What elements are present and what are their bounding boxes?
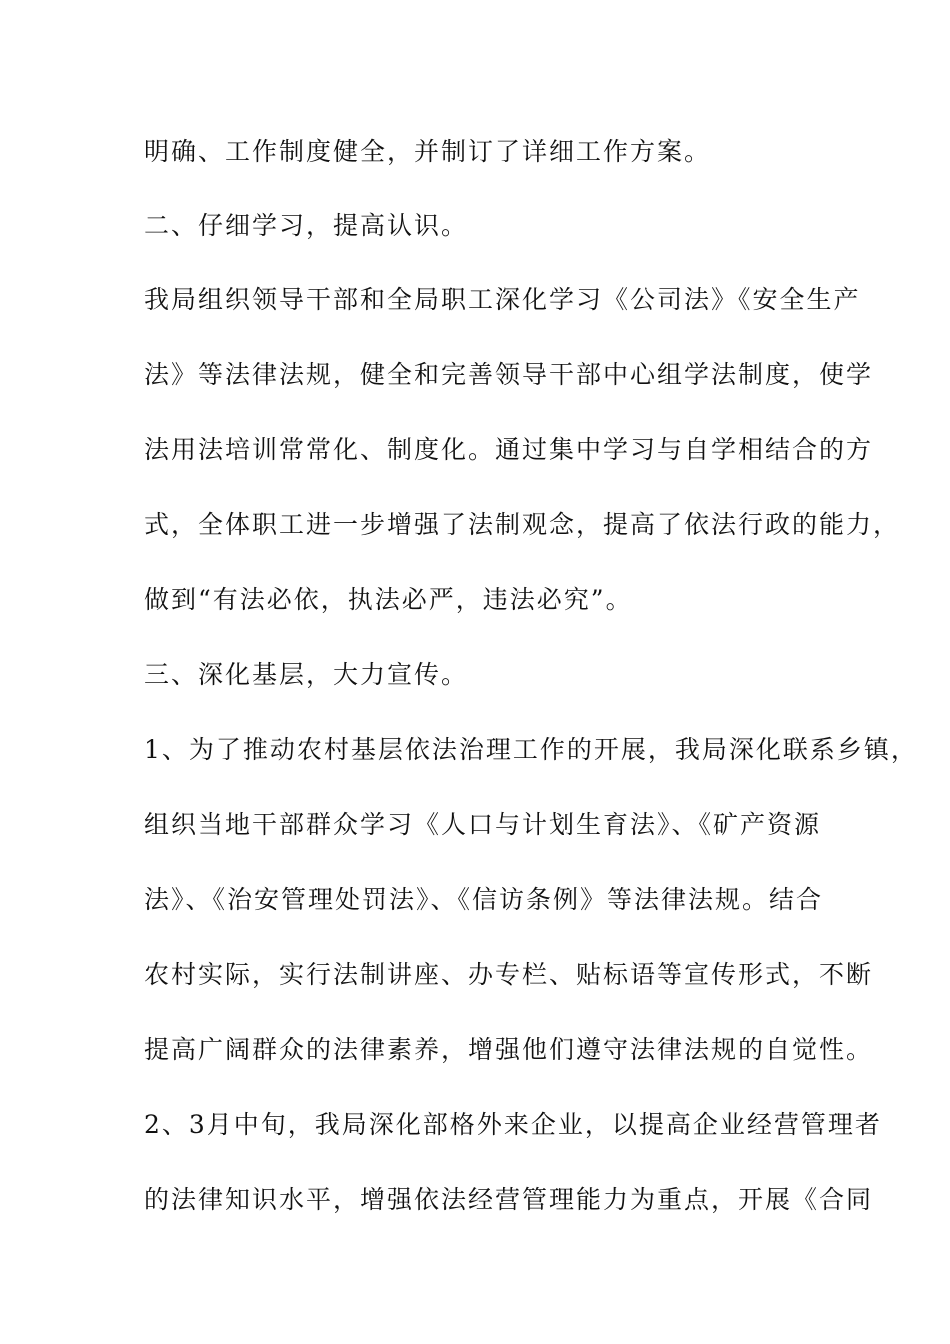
text-line: 式，全体职工进一步增强了法制观念，提高了依法行政的能力，: [144, 510, 901, 539]
text-line: 提高广阔群众的法律素养，增强他们遵守法律法规的自觉性。: [144, 1035, 874, 1064]
text-line: 法》等法律法规，健全和完善领导干部中心组学法制度，使学: [144, 360, 874, 389]
text-line: 2、3月中旬，我局深化部格外来企业，以提高企业经营管理者: [144, 1110, 882, 1139]
text-line: 法用法培训常常化、制度化。通过集中学习与自学相结合的方: [144, 435, 874, 464]
text-line: 1、为了推动农村基层依法治理工作的开展，我局深化联系乡镇，: [144, 735, 918, 764]
section-heading: 二、仔细学习，提高认识。: [144, 211, 469, 240]
text-line: 农村实际，实行法制讲座、办专栏、贴标语等宣传形式，不断: [144, 960, 874, 989]
section-heading: 三、深化基层，大力宣传。: [144, 660, 469, 689]
text-line: 明确、工作制度健全，并制订了详细工作方案。: [144, 137, 712, 166]
text-line: 做到“有法必依，执法必严，违法必究”。: [144, 585, 633, 614]
text-line: 我局组织领导干部和全局职工深化学习《公司法》《安全生产: [144, 285, 861, 314]
text-line: 的法律知识水平，增强依法经营管理能力为重点，开展《合同: [144, 1185, 874, 1214]
text-line: 法》、《治安管理处罚法》、《信访条例》等法律法规。结合: [144, 885, 824, 914]
text-line: 组织当地干部群众学习《人口与计划生育法》、《矿产资源: [144, 810, 822, 839]
